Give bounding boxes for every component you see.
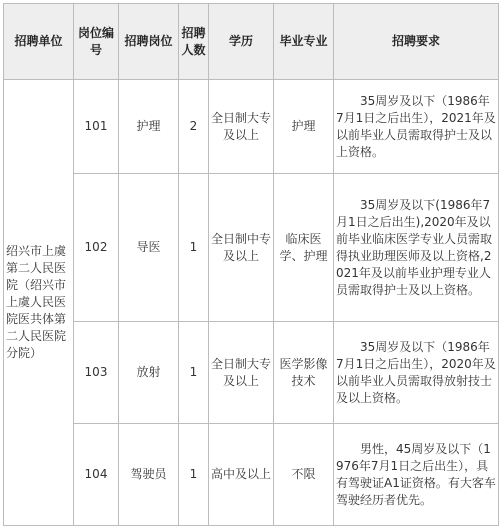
header-requirements: 招聘要求	[334, 4, 499, 80]
requirements-cell	[334, 322, 499, 424]
header-row	[4, 4, 499, 80]
header-unit: 招聘单位	[4, 4, 74, 80]
count-cell: 1	[179, 424, 209, 526]
requirements-text: 35周岁及以下(1986年7月1日之后出生),2020年及以前毕业临床医学专业人员需取得执业助理医师及以上资格,2021年及以前毕业护理专业人员需取得护士及以上资格。	[336, 197, 493, 297]
requirements-text: 男性，45周岁及以下（1976年7月1日之后出生），具有驾驶证A1证资格。有大客车驾驶经历者优先。	[336, 441, 496, 507]
requirements-text: 35周岁及以下（1986年7月1日之后出生），2020年及以前毕业人员需取得放射技士及以上资格。	[336, 339, 496, 405]
education-cell: 全日制中专及以上	[209, 174, 274, 322]
post-code-cell: 103	[74, 322, 119, 424]
recruitment-table	[3, 3, 499, 526]
header-major: 毕业专业	[274, 4, 334, 80]
education-cell: 全日制大专及以上	[209, 80, 274, 174]
count-cell: 2	[179, 80, 209, 174]
count-cell: 1	[179, 322, 209, 424]
header-count: 招聘人数	[179, 4, 209, 80]
header-post: 招聘岗位	[119, 4, 179, 80]
requirements-cell	[334, 80, 499, 174]
post-cell: 驾驶员	[119, 424, 179, 526]
unit-name-cell: 绍兴市上虞第二人民医院（绍兴市上虞人民医院医共体第二人民医院分院）	[4, 80, 74, 526]
post-cell: 放射	[119, 322, 179, 424]
recruitment-table-container	[3, 3, 498, 525]
post-code-cell: 101	[74, 80, 119, 174]
post-cell: 导医	[119, 174, 179, 322]
requirements-cell	[334, 174, 499, 322]
post-code-cell: 102	[74, 174, 119, 322]
table-row	[4, 174, 499, 322]
education-cell: 全日制大专及以上	[209, 322, 274, 424]
post-cell: 护理	[119, 80, 179, 174]
count-cell: 1	[179, 174, 209, 322]
table-row	[4, 80, 499, 174]
major-cell: 临床医学、护理	[274, 174, 334, 322]
major-cell: 护理	[274, 80, 334, 174]
requirements-cell	[334, 424, 499, 526]
education-cell: 高中及以上	[209, 424, 274, 526]
requirements-text: 35周岁及以下（1986年7月1日之后出生），2021年及以前毕业人员需取得护士及以上资格。	[336, 93, 496, 159]
major-cell: 不限	[274, 424, 334, 526]
table-row	[4, 322, 499, 424]
post-code-cell: 104	[74, 424, 119, 526]
header-education: 学历	[209, 4, 274, 80]
major-cell: 医学影像技术	[274, 322, 334, 424]
table-row	[4, 424, 499, 526]
header-post-code: 岗位编号	[74, 4, 119, 80]
